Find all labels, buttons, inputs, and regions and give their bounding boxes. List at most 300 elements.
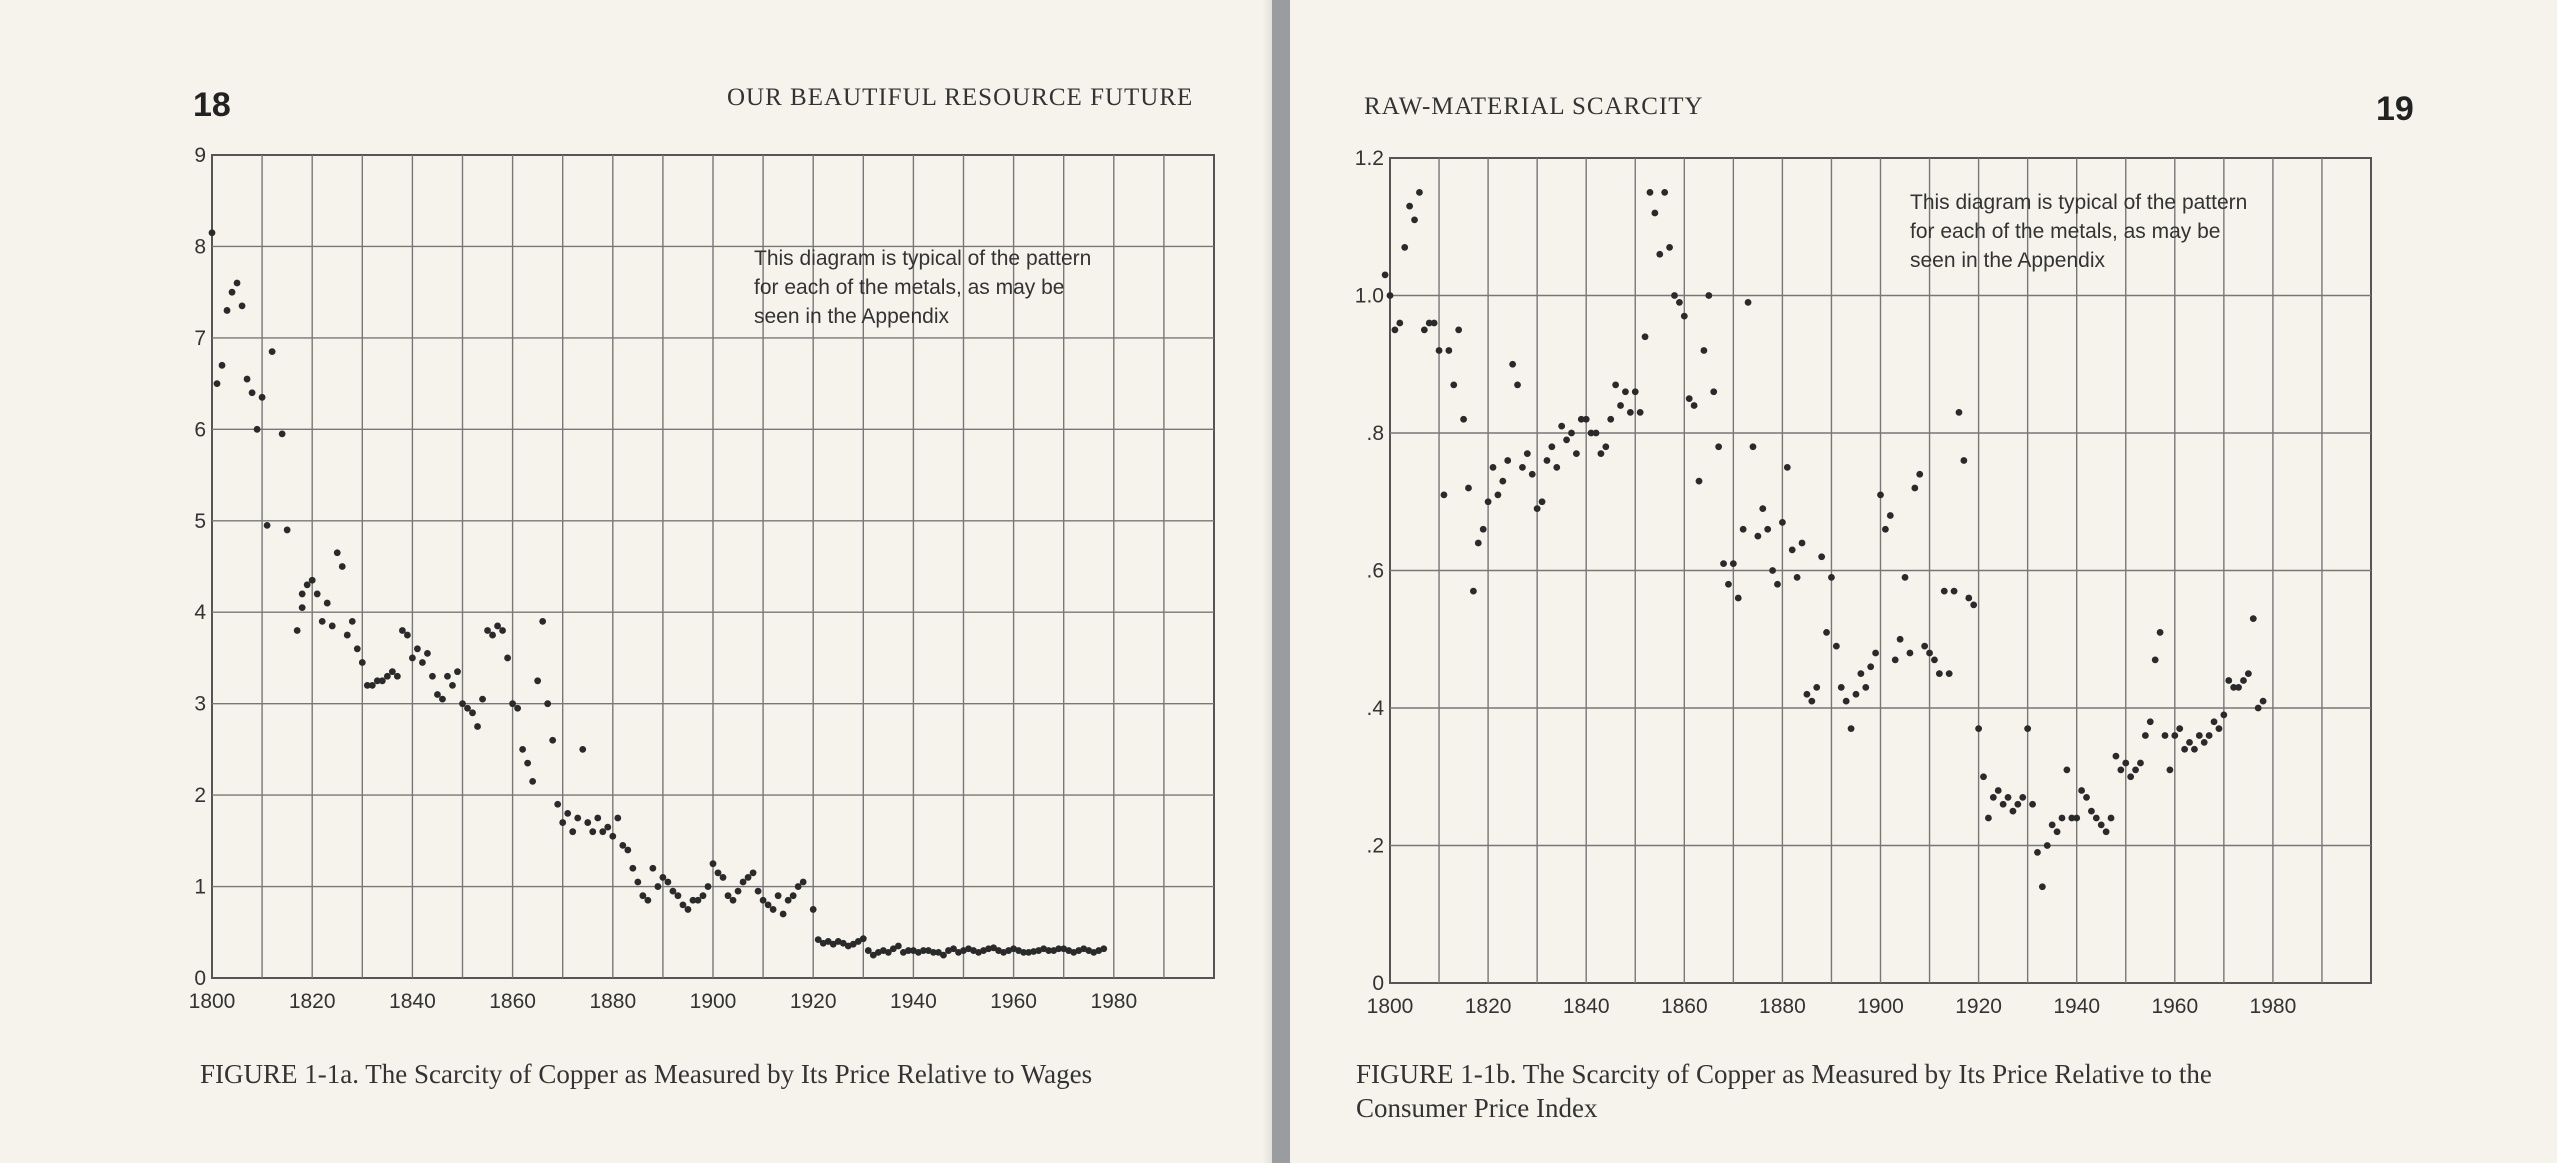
data-point xyxy=(1848,725,1855,732)
data-point xyxy=(509,700,516,707)
data-point xyxy=(1853,691,1860,698)
data-point xyxy=(1857,670,1864,677)
data-point xyxy=(665,879,672,886)
data-point xyxy=(1769,567,1776,574)
x-tick-label: 1880 xyxy=(1759,995,1806,1018)
data-point xyxy=(740,879,747,886)
data-point xyxy=(1710,388,1717,395)
data-point xyxy=(795,883,802,890)
y-tick-label: 1.0 xyxy=(1354,284,1384,308)
running-head: OUR BEAUTIFUL RESOURCE FUTURE xyxy=(727,84,1194,111)
data-point xyxy=(514,705,521,712)
data-point xyxy=(1931,656,1938,663)
data-point xyxy=(1691,402,1698,409)
y-tick-label: 1.2 xyxy=(1354,147,1384,170)
data-point xyxy=(1745,299,1752,306)
data-point xyxy=(249,389,256,396)
data-point xyxy=(1921,643,1928,650)
data-point xyxy=(1956,409,1963,416)
data-point xyxy=(1730,560,1737,567)
data-point xyxy=(1808,698,1815,705)
data-point xyxy=(1696,478,1703,485)
data-point xyxy=(359,659,366,666)
data-point xyxy=(1985,815,1992,822)
data-point xyxy=(484,627,491,634)
data-point xyxy=(429,673,436,680)
data-point xyxy=(1607,416,1614,423)
data-point xyxy=(369,682,376,689)
data-point xyxy=(454,668,461,675)
y-tick-label: 6 xyxy=(194,418,206,442)
data-point xyxy=(489,632,496,639)
data-point xyxy=(1387,292,1394,299)
data-point xyxy=(1524,450,1531,457)
x-tick-label: 1920 xyxy=(1955,995,2002,1018)
data-point xyxy=(1897,636,1904,643)
data-point xyxy=(1593,430,1600,437)
data-point xyxy=(695,897,702,904)
data-point xyxy=(2166,766,2173,773)
data-point xyxy=(2216,725,2223,732)
data-point xyxy=(234,280,241,287)
data-point xyxy=(1671,292,1678,299)
data-point xyxy=(469,709,476,716)
data-point xyxy=(1916,471,1923,478)
data-point xyxy=(1705,292,1712,299)
data-point xyxy=(529,778,536,785)
data-point xyxy=(304,581,311,588)
data-point xyxy=(1975,725,1982,732)
data-point xyxy=(2206,732,2213,739)
data-point xyxy=(1490,464,1497,471)
data-point xyxy=(2029,801,2036,808)
data-point xyxy=(644,897,651,904)
data-point xyxy=(2083,794,2090,801)
data-point xyxy=(544,700,551,707)
data-point xyxy=(940,952,947,959)
data-point xyxy=(1887,512,1894,519)
data-point xyxy=(1480,526,1487,533)
data-point xyxy=(2235,684,2242,691)
data-point xyxy=(399,627,406,634)
data-point xyxy=(1602,443,1609,450)
data-point xyxy=(1907,650,1914,657)
data-point xyxy=(654,883,661,890)
data-point xyxy=(1818,553,1825,560)
data-point xyxy=(214,380,221,387)
data-point xyxy=(1475,540,1482,547)
data-point xyxy=(1656,251,1663,258)
data-point xyxy=(334,549,341,556)
data-point xyxy=(219,362,226,369)
y-tick-label: .4 xyxy=(1366,697,1384,720)
data-point xyxy=(1833,643,1840,650)
data-point xyxy=(1568,430,1575,437)
data-point xyxy=(574,815,581,822)
data-point xyxy=(1661,189,1668,196)
data-point xyxy=(1941,588,1948,595)
data-point xyxy=(1465,485,1472,492)
data-point xyxy=(609,833,616,840)
data-point xyxy=(1583,416,1590,423)
data-point xyxy=(2108,815,2115,822)
data-point xyxy=(670,888,677,895)
data-point xyxy=(1470,588,1477,595)
data-point xyxy=(1911,485,1918,492)
y-tick-label: 0 xyxy=(1372,972,1384,995)
data-point xyxy=(2054,828,2061,835)
data-point xyxy=(1617,402,1624,409)
data-point xyxy=(2162,732,2169,739)
data-point xyxy=(1544,457,1551,464)
x-tick-label: 1900 xyxy=(1857,995,1904,1018)
data-point xyxy=(1504,457,1511,464)
data-point xyxy=(579,746,586,753)
data-point xyxy=(534,677,541,684)
data-point xyxy=(1995,787,2002,794)
data-point xyxy=(1701,347,1708,354)
annotation-text: This diagram is typical of the pattern xyxy=(1910,191,2248,214)
data-point xyxy=(439,696,446,703)
data-point xyxy=(1573,450,1580,457)
page-number: 18 xyxy=(193,86,231,124)
data-point xyxy=(760,897,767,904)
data-point xyxy=(1735,595,1742,602)
running-head: RAW-MATERIAL SCARCITY xyxy=(1364,93,1704,120)
annotation-text: for each of the metals, as may be xyxy=(754,276,1065,299)
data-point xyxy=(2157,629,2164,636)
data-point xyxy=(629,865,636,872)
data-point xyxy=(725,892,732,899)
data-point xyxy=(254,426,261,433)
x-tick-label: 1840 xyxy=(389,990,436,1013)
data-point xyxy=(1382,271,1389,278)
data-point xyxy=(2063,766,2070,773)
data-point xyxy=(269,348,276,355)
x-tick-label: 1800 xyxy=(188,990,236,1013)
data-point xyxy=(2147,718,2154,725)
data-point xyxy=(895,943,902,950)
data-point xyxy=(2186,739,2193,746)
data-point xyxy=(379,677,386,684)
data-point xyxy=(1647,189,1654,196)
data-point xyxy=(1642,333,1649,340)
data-point xyxy=(279,431,286,438)
data-point xyxy=(1877,491,1884,498)
data-point xyxy=(1823,629,1830,636)
data-point xyxy=(1392,326,1399,333)
y-tick-label: .2 xyxy=(1366,834,1384,858)
data-point xyxy=(660,874,667,881)
data-point xyxy=(1862,684,1869,691)
data-point xyxy=(1715,443,1722,450)
data-point xyxy=(2176,725,2183,732)
data-point xyxy=(299,604,306,611)
data-point xyxy=(1529,471,1536,478)
data-point xyxy=(2220,711,2227,718)
x-tick-label: 1900 xyxy=(689,990,737,1013)
data-point xyxy=(1455,326,1462,333)
data-point xyxy=(1882,526,1889,533)
data-point xyxy=(1720,560,1727,567)
data-point xyxy=(409,655,416,662)
data-point xyxy=(1436,347,1443,354)
data-point xyxy=(2255,705,2262,712)
data-point xyxy=(2078,787,2085,794)
data-point xyxy=(1509,361,1516,368)
data-point xyxy=(2211,718,2218,725)
gutter-shadow xyxy=(1262,0,1272,1163)
data-point xyxy=(339,563,346,570)
data-point xyxy=(624,847,631,854)
data-point xyxy=(504,655,511,662)
data-point xyxy=(2113,753,2120,760)
right-page xyxy=(1290,0,2557,1163)
data-point xyxy=(594,815,601,822)
data-point xyxy=(1441,491,1448,498)
data-point xyxy=(700,892,707,899)
data-point xyxy=(384,673,391,680)
data-point xyxy=(2049,821,2056,828)
data-point xyxy=(1784,464,1791,471)
data-point xyxy=(2093,815,2100,822)
data-point xyxy=(2005,794,2012,801)
data-point xyxy=(2000,801,2007,808)
data-point xyxy=(2044,842,2051,849)
data-point xyxy=(479,696,486,703)
x-tick-label: 1980 xyxy=(2249,995,2297,1018)
data-point xyxy=(589,828,596,835)
data-point xyxy=(2059,815,2066,822)
data-point xyxy=(730,897,737,904)
data-point xyxy=(2098,821,2105,828)
data-point xyxy=(224,307,231,314)
data-point xyxy=(2225,677,2232,684)
data-point xyxy=(1401,244,1408,251)
data-point xyxy=(244,376,251,383)
data-point xyxy=(735,888,742,895)
y-tick-label: 7 xyxy=(194,326,206,350)
data-point xyxy=(324,600,331,607)
data-point xyxy=(554,801,561,808)
data-point xyxy=(755,888,762,895)
data-point xyxy=(860,935,867,942)
data-point xyxy=(1867,663,1874,670)
data-point xyxy=(1411,216,1418,223)
data-point xyxy=(720,874,727,881)
data-point xyxy=(1514,381,1521,388)
data-point xyxy=(349,618,356,625)
data-point xyxy=(1828,574,1835,581)
data-point xyxy=(2088,808,2095,815)
x-tick-label: 1940 xyxy=(890,990,937,1013)
data-point xyxy=(284,527,291,534)
data-point xyxy=(2034,849,2041,856)
data-point xyxy=(1951,588,1958,595)
y-tick-label: 1 xyxy=(194,875,206,899)
data-point xyxy=(1789,546,1796,553)
data-point xyxy=(1936,670,1943,677)
y-tick-label: 5 xyxy=(194,509,206,533)
figure-caption-line-2: Consumer Price Index xyxy=(1356,1093,1598,1123)
data-point xyxy=(414,645,421,652)
data-point xyxy=(2260,698,2267,705)
data-point xyxy=(649,865,656,872)
x-tick-label: 1820 xyxy=(288,990,336,1013)
data-point xyxy=(1553,464,1560,471)
data-point xyxy=(680,901,687,908)
data-point xyxy=(1534,505,1541,512)
data-point xyxy=(619,842,626,849)
x-tick-label: 1960 xyxy=(2151,995,2199,1018)
data-point xyxy=(314,591,321,598)
data-point xyxy=(2010,808,2017,815)
data-point xyxy=(2103,828,2110,835)
data-point xyxy=(1779,519,1786,526)
x-tick-label: 1940 xyxy=(2053,995,2101,1018)
data-point xyxy=(1754,533,1761,540)
annotation-text: seen in the Appendix xyxy=(754,305,949,328)
data-point xyxy=(209,229,216,236)
data-point xyxy=(1960,457,1967,464)
data-point xyxy=(1686,395,1693,402)
data-point xyxy=(1838,684,1845,691)
y-tick-label: 3 xyxy=(194,692,206,716)
data-point xyxy=(389,668,396,675)
data-point xyxy=(2196,732,2203,739)
data-point xyxy=(1759,505,1766,512)
data-point xyxy=(639,892,646,899)
data-point xyxy=(1445,347,1452,354)
data-point xyxy=(1965,595,1972,602)
data-point xyxy=(634,879,641,886)
data-point xyxy=(1892,656,1899,663)
x-tick-label: 1840 xyxy=(1562,995,1610,1018)
data-point xyxy=(394,673,401,680)
data-point xyxy=(1563,436,1570,443)
data-point xyxy=(2250,615,2257,622)
data-point xyxy=(1431,320,1438,327)
data-point xyxy=(2024,725,2031,732)
data-point xyxy=(1406,203,1413,210)
y-tick-label: 8 xyxy=(194,235,206,259)
data-point xyxy=(765,901,772,908)
data-point xyxy=(1519,464,1526,471)
data-point xyxy=(2014,801,2021,808)
data-point xyxy=(449,682,456,689)
data-point xyxy=(1990,794,1997,801)
y-tick-label: 2 xyxy=(194,784,206,808)
data-point xyxy=(1499,478,1506,485)
annotation-text: seen in the Appendix xyxy=(1910,249,2105,272)
data-point xyxy=(2122,760,2129,767)
data-point xyxy=(790,892,797,899)
data-point xyxy=(1460,416,1467,423)
data-point xyxy=(2039,883,2046,890)
data-point xyxy=(1539,498,1546,505)
data-point xyxy=(294,627,301,634)
x-tick-label: 1860 xyxy=(489,990,536,1013)
data-point xyxy=(1558,423,1565,430)
x-tick-label: 1960 xyxy=(990,990,1037,1013)
y-tick-label: 9 xyxy=(194,144,206,167)
data-point xyxy=(424,650,431,657)
data-point xyxy=(2181,746,2188,753)
data-point xyxy=(2240,677,2247,684)
data-point xyxy=(775,892,782,899)
data-point xyxy=(474,723,481,730)
data-point xyxy=(1598,450,1605,457)
data-point xyxy=(1495,491,1502,498)
data-point xyxy=(239,302,246,309)
data-point xyxy=(229,289,236,296)
data-point xyxy=(685,906,692,913)
data-point xyxy=(1485,498,1492,505)
data-point xyxy=(584,819,591,826)
data-point xyxy=(800,879,807,886)
data-point xyxy=(2137,760,2144,767)
data-point xyxy=(1740,526,1747,533)
data-point xyxy=(1804,691,1811,698)
data-point xyxy=(1764,526,1771,533)
data-point xyxy=(810,906,817,913)
data-point xyxy=(1843,698,1850,705)
data-point xyxy=(675,892,682,899)
data-point xyxy=(710,860,717,867)
data-point xyxy=(1926,650,1933,657)
data-point xyxy=(444,673,451,680)
data-point xyxy=(1946,670,1953,677)
data-point xyxy=(750,869,757,876)
data-point xyxy=(519,746,526,753)
data-point xyxy=(1676,299,1683,306)
data-point xyxy=(715,869,722,876)
data-point xyxy=(2201,739,2208,746)
data-point xyxy=(264,522,271,529)
chart-copper-cpi xyxy=(1290,0,2557,1163)
data-point xyxy=(494,623,501,630)
data-point xyxy=(524,760,531,767)
data-point xyxy=(2019,794,2026,801)
annotation-text: This diagram is typical of the pattern xyxy=(754,247,1092,270)
data-point xyxy=(1100,945,1107,952)
data-point xyxy=(1622,388,1629,395)
data-point xyxy=(1632,388,1639,395)
data-point xyxy=(564,810,571,817)
data-point xyxy=(559,819,566,826)
x-tick-label: 1980 xyxy=(1090,990,1138,1013)
page-number: 19 xyxy=(2376,90,2414,128)
left-page xyxy=(0,0,1272,1163)
data-point xyxy=(404,632,411,639)
data-point xyxy=(2191,746,2198,753)
data-point xyxy=(569,828,576,835)
data-point xyxy=(459,700,466,707)
data-point xyxy=(770,906,777,913)
data-point xyxy=(1750,443,1757,450)
figure-caption-line-1: FIGURE 1-1b. The Scarcity of Copper as Measured by Its Price Relative to the xyxy=(1356,1059,2212,1089)
data-point xyxy=(1799,540,1806,547)
data-point xyxy=(1725,581,1732,588)
x-tick-label: 1920 xyxy=(789,990,837,1013)
data-point xyxy=(1666,244,1673,251)
data-point xyxy=(2132,766,2139,773)
data-point xyxy=(785,897,792,904)
data-point xyxy=(344,632,351,639)
data-point xyxy=(499,627,506,634)
data-point xyxy=(1980,773,1987,780)
data-point xyxy=(539,618,546,625)
